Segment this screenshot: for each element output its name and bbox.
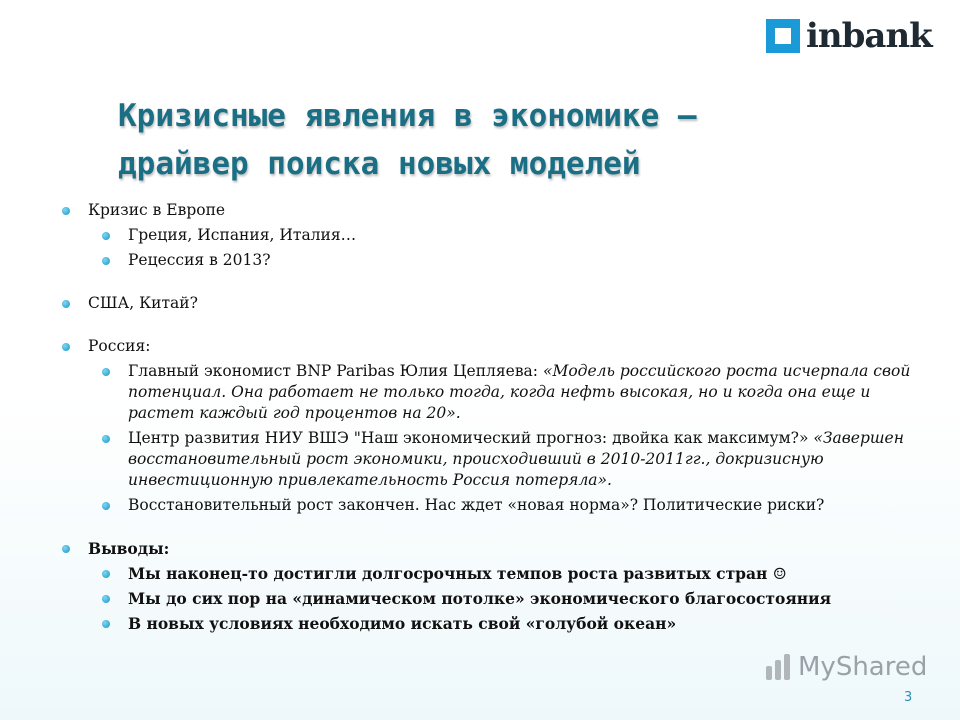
bullet-bnp-paribas <box>58 361 918 424</box>
slide-title <box>118 92 918 188</box>
slide-title-line-2: драйвер поиска новых моделей <box>118 146 641 182</box>
bnp-source: Главный экономист BNP Paribas Юлия Цепляева: <box>128 362 539 380</box>
myshared-watermark <box>766 652 927 682</box>
bnp-quote: «Модель российского роста исчерпала свой потенциал. Она работает не только тогда, когда нефть высокая, но и когда она еще и растет каждый год процентов на 20». <box>128 362 911 422</box>
slide-title-line-1: Кризисные явления в экономике – <box>118 98 697 134</box>
slide-body <box>58 200 918 634</box>
hse-quote: «Завершен восстановительный рост экономики, происходивший в 2010-2011гг., докризисную инвестиционную привлекательность Россия потеряла». <box>128 429 904 489</box>
bullet-europe-countries: Греция, Испания, Италия… <box>58 225 918 246</box>
page-number: 3 <box>904 690 913 705</box>
logo-square-icon <box>766 19 800 53</box>
bullet-hse-center <box>58 428 918 491</box>
bullet-europe: Кризис в Европе <box>58 200 918 221</box>
bullet-usa-china: США, Китай? <box>58 293 918 314</box>
inbank-logo <box>766 17 942 55</box>
conclusion-item: Мы наконец-то достигли долгосрочных темпов роста развитых стран ☺ <box>58 563 918 584</box>
bullet-russia: Россия: <box>58 336 918 357</box>
bullet-recovery-growth: Восстановительный рост закончен. Нас ждет «новая норма»? Политические риски? <box>58 495 918 516</box>
conclusion-item: Мы до сих пор на «динамическом потолке» экономического благосостояния <box>58 588 918 609</box>
bullet-conclusions: Выводы: <box>58 538 918 559</box>
bullet-europe-recession: Рецессия в 2013? <box>58 250 918 271</box>
logo-text: inbank <box>806 16 932 56</box>
hse-source: Центр развития НИУ ВШЭ "Наш экономический прогноз: двойка как максимум?» <box>128 429 809 447</box>
watermark-text: MyShared <box>798 652 928 682</box>
conclusion-item: В новых условиях необходимо искать свой «голубой океан» <box>58 613 918 634</box>
myshared-logo-icon <box>766 654 792 680</box>
